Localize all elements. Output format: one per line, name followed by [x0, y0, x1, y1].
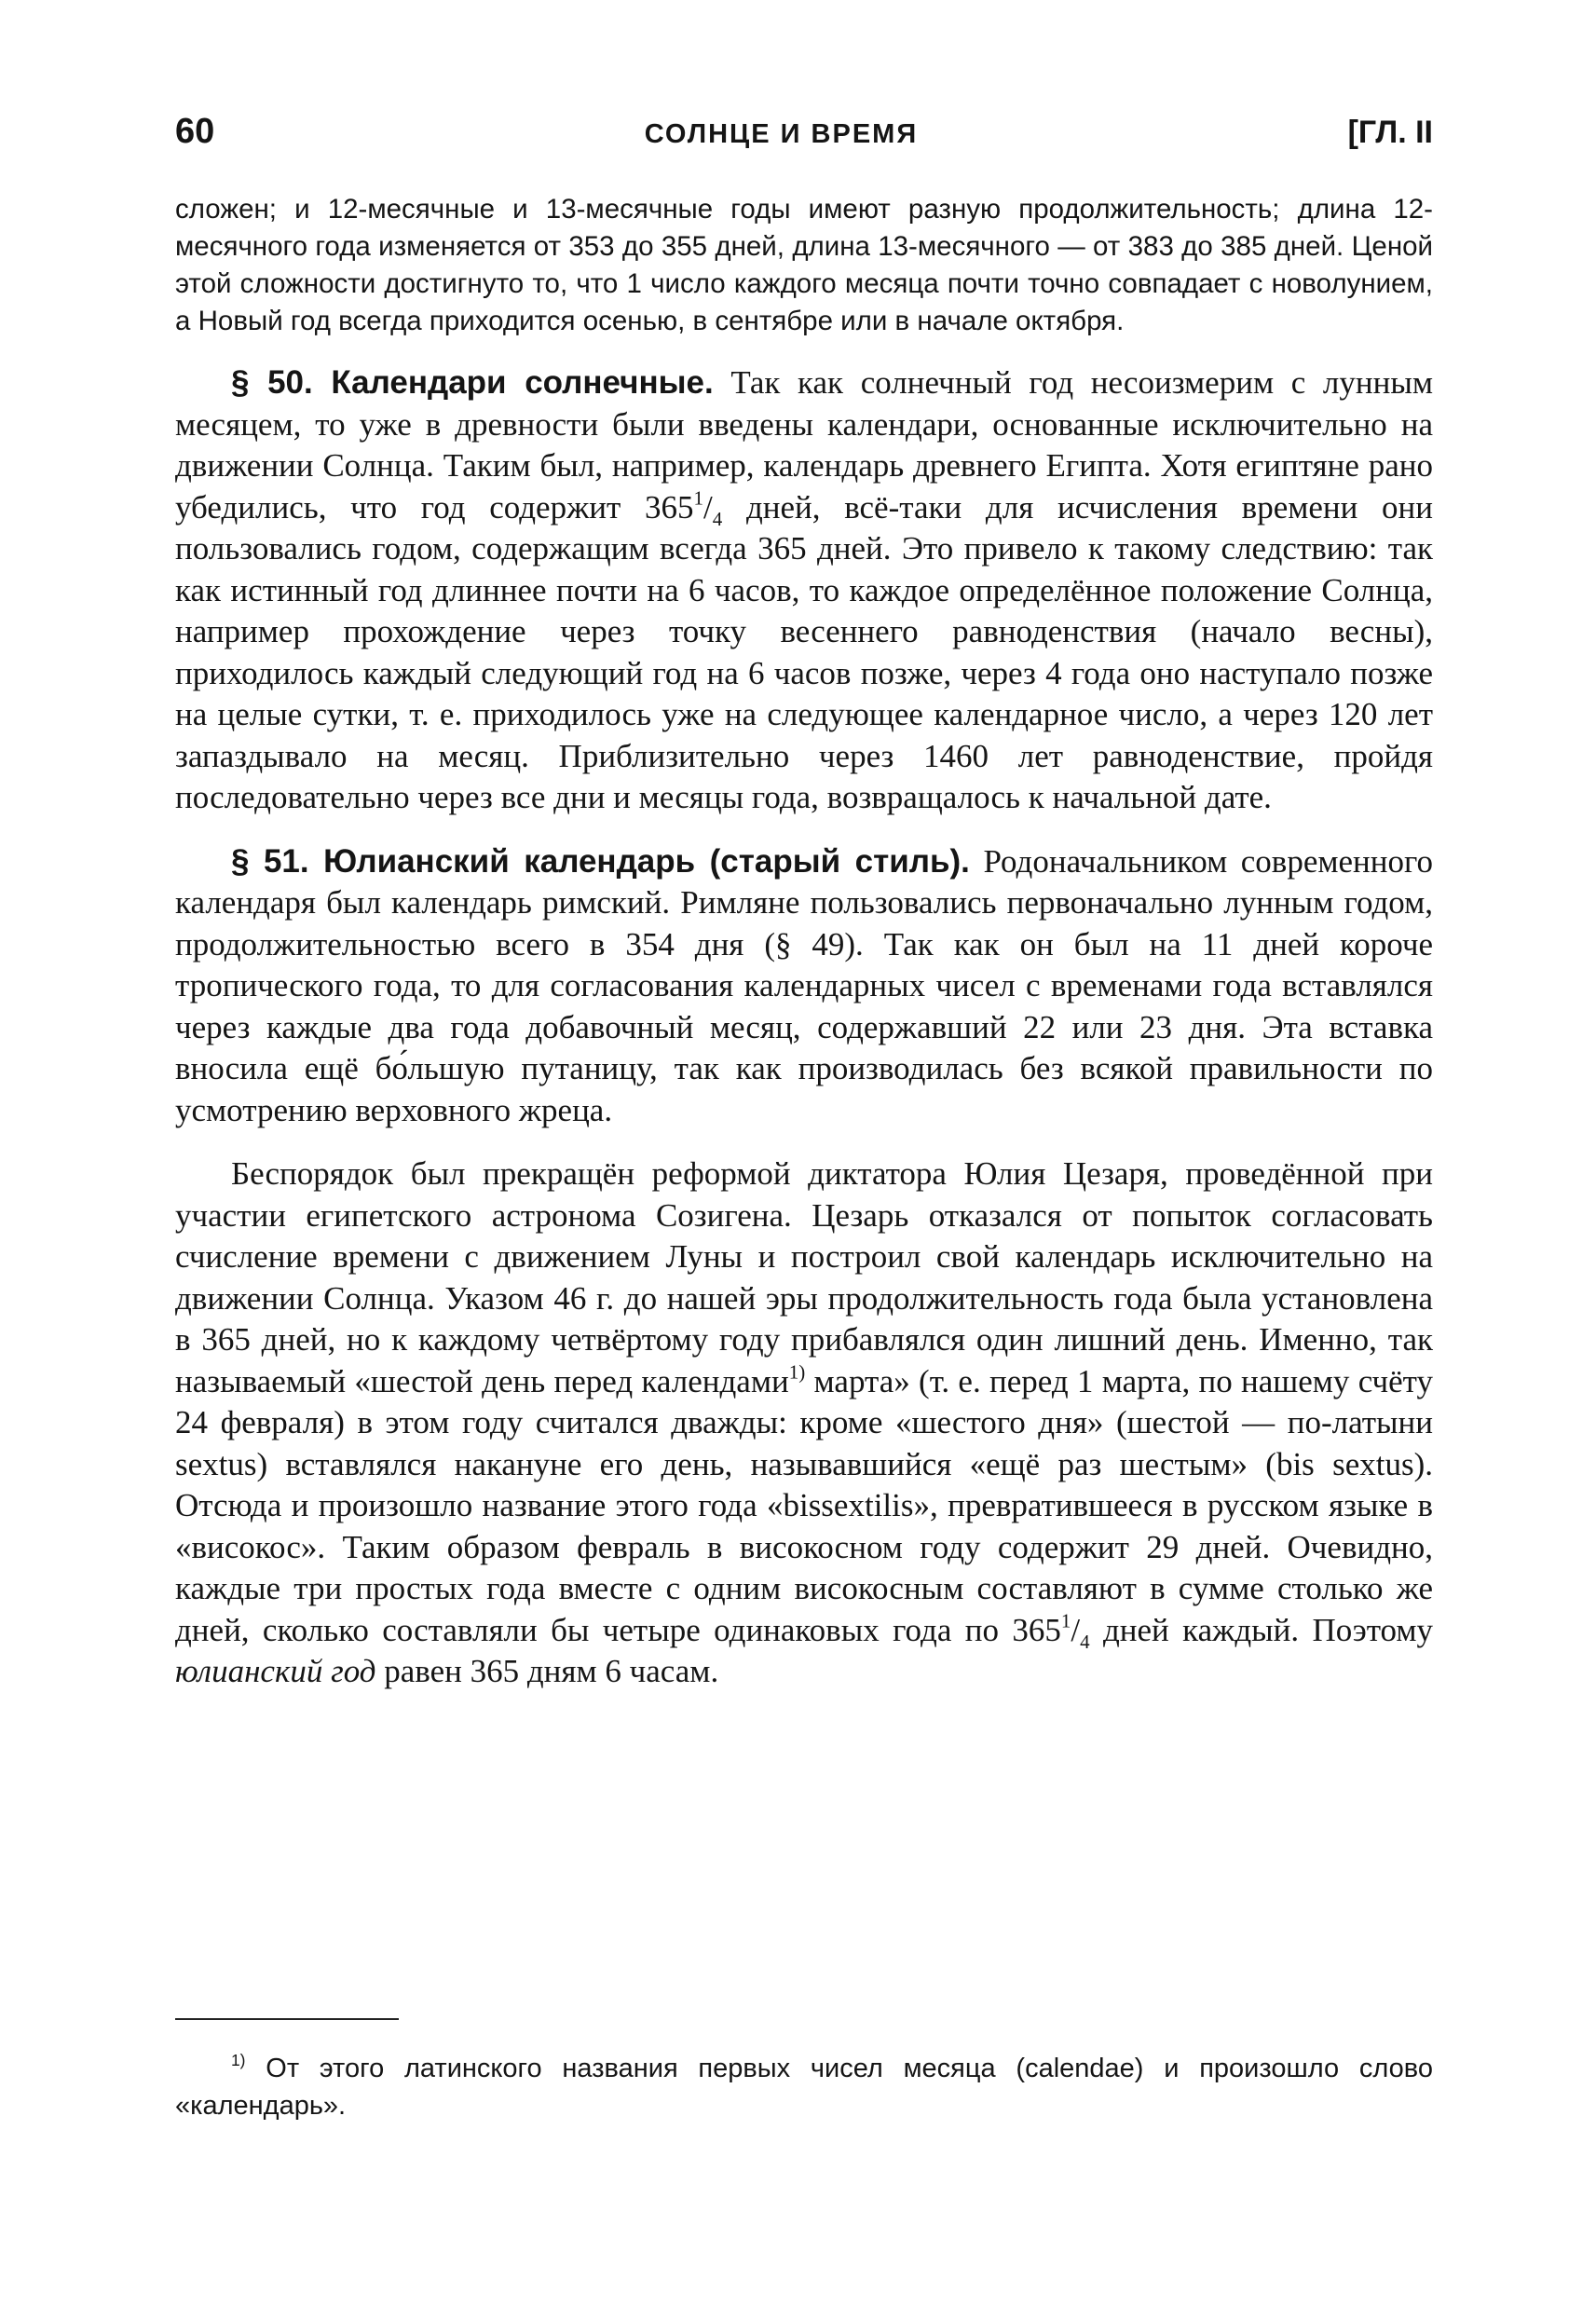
- julian-year-term: юлианский год: [175, 1653, 376, 1689]
- section-51-paragraph: [175, 841, 1433, 1132]
- chapter-label: [ГЛ. II: [1347, 115, 1433, 150]
- intro-paragraph: сложен; и 12-месячные и 13-месячные годы имеют разную продолжительность; длина 12-месячного года изменяется от 353 до 355 дней, длина 13-месячного — от 383 до 385 дней. Ценой этой сложности достигнуто то, что 1 число каждого месяца почти точно совпадает с новолунием, а Новый год всегда приходится осенью, в сентябре или в начале октября.: [175, 194, 1433, 336]
- paragraph-3-text-c: дней каждый. Поэтому: [1102, 1611, 1434, 1648]
- section-50-paragraph: [175, 362, 1433, 819]
- footnote-text: От этого латинского названия первых чисел месяца (calendae) и произошло слово «календарь».: [175, 2054, 1433, 2121]
- caesar-reform-paragraph: [175, 1154, 1433, 1693]
- section-51-heading: § 51. Юлианский календарь (старый стиль).: [231, 842, 970, 880]
- section-51-text: Родоначальником современного календаря был календарь римский. Римляне пользовались первоначально лунным годом, продолжительностью всего в 354 дня (§ 49). Так как он был на 11 дней короче тропического года, то для согласования календарных чисел с временами года вставлялся через каждые два года добавочный месяц, содержавший 22 или 23 дня. Эта вставка вносила ещё бо́льшую путаницу, так как производилась без всякой правильности по усмотрению верховного жреца.: [175, 842, 1434, 1128]
- page-number: 60: [175, 112, 215, 151]
- year-length-fraction: $365^1/_4$: [645, 485, 723, 530]
- section-50-heading: § 50. Календари солнечные.: [231, 364, 714, 401]
- page: [175, 112, 1433, 1693]
- section-50-text-a: Так как солнечный год несоизмерим с лунным месяцем, то уже в древности были введены календари, основанные исключительно на движении Солнца. Таким был, например, календарь древнего Египта. Хотя египтяне рано убедились, что год содержит: [175, 364, 1434, 526]
- main-text: [175, 362, 1433, 1693]
- paragraph-3-text-d: равен 365 дням 6 часам.: [384, 1653, 719, 1689]
- footnote-divider: [175, 2018, 399, 2020]
- running-head: [175, 112, 1433, 152]
- paragraph-3-text-b: марта» (т. е. перед 1 марта, по нашему счёту 24 февраля) в этом году считался дважды: кроме «шестого дня» (шестой — по-латыни sextus) вставлялся накануне его день, называвшийся «ещё раз шестым» (bis sextus). Отсюда и произошло название этого года «bissextilis», превратившееся в русском языке в «високос». Таким образом февраль в високосном году содержит 29 дней. Очевидно, каждые три простых года вместе с одним високосным составляют в сумме столько же дней, сколько составляли бы четыре одинаковых года по: [175, 1362, 1434, 1648]
- julian-year-fraction: $365^1/_4$: [1012, 1608, 1090, 1653]
- section-50-text-b: дней, всё-таки для исчисления времени они пользовались годом, содержащим всегда 365 дней. Это привело к такому следствию: так как истинный год длиннее почти на 6 часов, то каждое определённое положение Солнца, например прохождение через точку весеннего равноденствия (начало весны), приходилось каждый следующий год на 6 часов позже, через 4 года оно наступало позже на целые сутки, т. е. приходилось уже на следующее календарное число, а через 120 лет запаздывало на месяц. Приблизительно через 1460 лет равноденствие, пройдя последовательно через все дни и месяцы года, возвращалось к начальной дате.: [175, 488, 1434, 815]
- footnote-reference[interactable]: 1): [788, 1359, 806, 1383]
- footnote: [175, 2050, 1433, 2124]
- paragraph-3-text-a: Беспорядок был прекращён реформой диктатора Юлия Цезаря, проведённой при участии египетского астронома Созигена. Цезарь отказался от попыток согласовать счисление времени с движением Луны и построил свой календарь исключительно на движении Солнца. Указом 46 г. до нашей эры продолжительность года была установлена в 365 дней, но к каждому четвёртому году прибавлялся один лишний день. Именно, так называемый «шестой день перед календами: [175, 1155, 1433, 1399]
- running-title: СОЛНЦЕ И ВРЕМЯ: [644, 119, 919, 149]
- footnote-marker: 1): [231, 2050, 246, 2069]
